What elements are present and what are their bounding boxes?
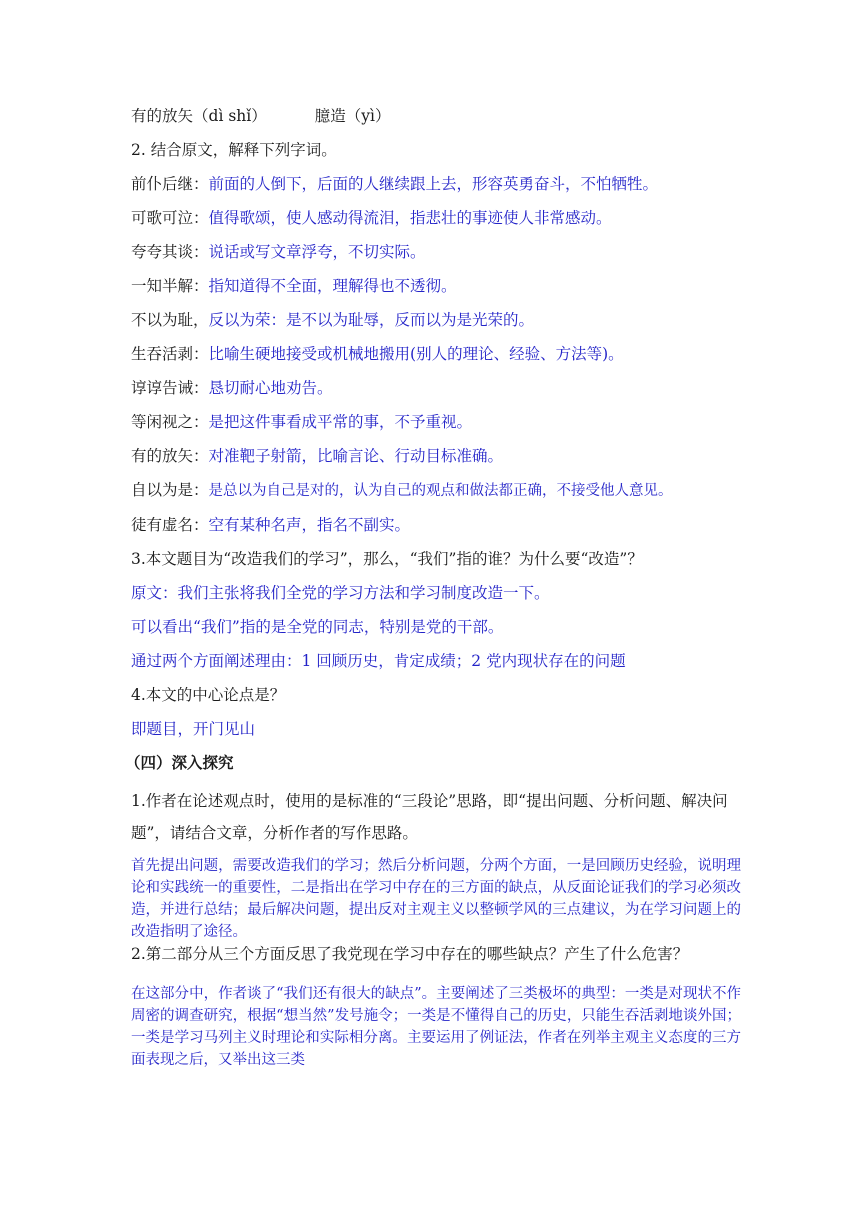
q3-answer-1: 原文：我们主张将我们全党的学习方法和学习制度改造一下。 — [131, 584, 550, 602]
question-3: 3.本文题目为“改造我们的学习”，那么，“我们”指的谁？为什么要“改造”？ — [131, 550, 643, 568]
section4-answer-1: 首先提出问题，需要改造我们的学习；然后分析问题，分两个方面，一是回顾历史经验，说明理论和实践统一的重要性，二是指出在学习中存在的三方面的缺点，从反面论证我们的学习必须改造，并进行总结；最后解决问题，提出反对主观主义以整顿学风的三点建议，为在学习问题上的改造指明了途径。 — [131, 858, 741, 940]
term-item — [131, 478, 741, 503]
term-word: 夸夸其谈： — [131, 243, 209, 261]
pinyin-line — [131, 104, 741, 128]
document-content — [125, 104, 741, 1071]
term-word: 一知半解： — [131, 277, 209, 295]
term-item — [131, 410, 741, 434]
term-word: 有的放矢： — [131, 447, 209, 465]
term-item — [131, 513, 741, 537]
term-definition: 反以为荣：是不以为耻辱，反而以为是光荣的。 — [208, 311, 535, 329]
pinyin-reading-1: （dì shǐ） — [193, 107, 267, 125]
term-word: 可歌可泣： — [131, 209, 209, 227]
q4-answer: 即题目，开门见山 — [131, 720, 256, 738]
term-definition: 是把这件事看成平常的事，不予重视。 — [208, 413, 473, 431]
section-heading: （四）深入探究 — [125, 753, 234, 772]
q3-answer-2: 可以看出“我们”指的是全党的同志，特别是党的干部。 — [131, 618, 504, 636]
term-definition: 说话或写文章浮夸，不切实际。 — [208, 243, 426, 261]
pinyin-word-2: 臆造 — [314, 107, 346, 125]
term-definition: 值得歌颂，使人感动得流泪，指悲壮的事迹使人非常感动。 — [208, 209, 612, 227]
term-word: 谆谆告诫： — [131, 379, 209, 397]
term-word: 不以为耻， — [131, 311, 209, 329]
term-item — [131, 240, 741, 264]
pinyin-reading-2: （yì） — [345, 107, 391, 125]
section4-question-1: 1.作者在论述观点时，使用的是标准的“三段论”思路，即“提出问题、分析问题、解决问题”，请结合文章，分析作者的写作思路。 — [131, 792, 728, 842]
question-4: 4.本文的中心论点是？ — [131, 686, 286, 704]
section4-answer-2: 在这部分中，作者谈了“我们还有很大的缺点”。主要阐述了三类极坏的典型：一类是对现状不作周密的调查研究，根据“想当然”发号施令；一类是不懂得自己的历史，只能生吞活剥地谈外国；一类是学习马列主义时理论和实际相分离。主要运用了例证法，作者在列举主观主义态度的三方面表现之后，又举出这三类 — [131, 986, 741, 1068]
term-item — [131, 274, 741, 298]
term-word: 徒有虚名： — [131, 516, 209, 534]
term-definition: 比喻生硬地接受或机械地搬用(别人的理论、经验、方法等)。 — [208, 345, 624, 363]
term-item — [131, 342, 741, 366]
term-definition: 空有某种名声，指名不副实。 — [208, 516, 411, 534]
term-item — [131, 376, 741, 400]
term-item — [131, 206, 741, 230]
term-definition: 指知道得不全面，理解得也不透彻。 — [208, 277, 457, 295]
term-definition: 对准靶子射箭，比喻言论、行动目标准确。 — [208, 447, 504, 465]
term-word: 前仆后继： — [131, 175, 209, 193]
term-word: 自以为是： — [131, 481, 209, 499]
term-word: 生吞活剥： — [131, 345, 209, 363]
term-item — [131, 444, 741, 468]
term-list — [131, 172, 741, 547]
term-definition: 是总以为自己是对的，认为自己的观点和做法都正确，不接受他人意见。 — [208, 483, 673, 499]
q3-answer-3: 通过两个方面阐述理由：1 回顾历史，肯定成绩；2 党内现状存在的问题 — [131, 652, 626, 670]
section4-question-2: 2.第二部分从三个方面反思了我党现在学习中存在的哪些缺点？产生了什么危害？ — [131, 945, 689, 963]
pinyin-word-1: 有的放矢 — [131, 107, 194, 125]
term-item — [131, 308, 741, 332]
term-definition: 恳切耐心地劝告。 — [208, 379, 333, 397]
term-item — [131, 172, 741, 196]
question-2: 2. 结合原文，解释下列字词。 — [131, 141, 337, 159]
term-definition: 前面的人倒下，后面的人继续跟上去，形容英勇奋斗，不怕牺牲。 — [208, 175, 659, 193]
term-word: 等闲视之： — [131, 413, 209, 431]
